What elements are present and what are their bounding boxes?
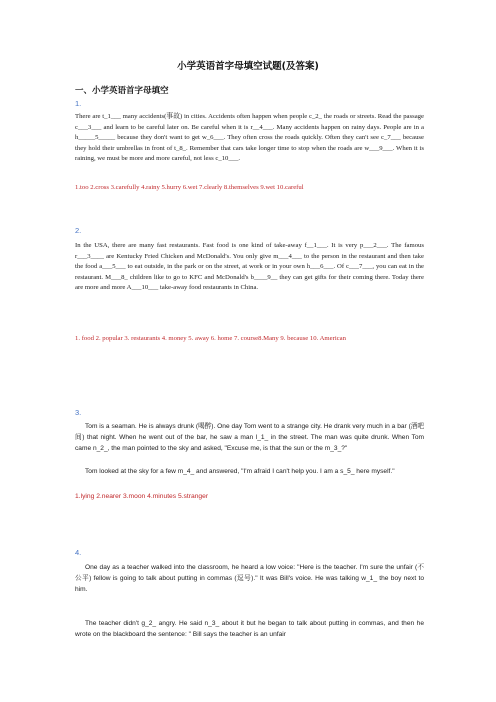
- answer-key: 1.lying 2.nearer 3.moon 4.minutes 5.stranger: [75, 493, 209, 500]
- answer-key: 1. food 2. popular 3. restaurants 4. money 5. away 6. home 7. course8.Many 9. because 10. American: [75, 335, 346, 342]
- question-passage: The teacher didn't g_2_ angry. He said n_3_ about it but he began to talk about putting in commas, and then he wrote on the blackboard the sentence: " Bill says the teacher is an unfair: [75, 620, 424, 639]
- question-number: 1.: [75, 99, 82, 108]
- question-passage: Tom looked at the sky for a few m_4_ and answered, "I'm afraid I can't help you. I am a s_5_ here myself.": [85, 468, 395, 475]
- question-number: 2.: [75, 226, 82, 235]
- answer-key: 1.too 2.cross 3.carefully 4.rainy 5.hurry 6.wet 7.clearly 8.themselves 9.wet 10.careful: [75, 184, 304, 191]
- question-number: 4.: [75, 548, 82, 557]
- question-passage: There are t_1___ many accidents(事故) in cities. Accidents often happen when people c_2_ the roads or streets. Read the passage c___3___ and learn to be careful later on. Be careful when it is r__4___. Many accidents happen on rainy days. People are in a h_____5_____ because they don't want to get w_6___. They often cross the roads quickly. Often they can't see c_7___ because they hold their umbrellas in front of t_8_. Remember that cars take longer time to stop when the roads are w___9___. When it is raining, we must be more and more careful, not less c_10___.: [75, 113, 424, 163]
- question-passage: Tom is a seaman. He is always drunk (喝醉). One day Tom went to a strange city. He drank very much in a bar (酒吧间) that night. When he went out of the bar, he saw a man l_1_ in the street. The man was quite drunk. When Tom came n_2_, the man pointed to the sky and asked, "Excuse me, is that the sun or the m_3_?": [75, 423, 424, 453]
- question-passage: One day as a teacher walked into the classroom, he heard a low voice: "Here is the teacher. I'm sure the unfair (不公平) fellow is going to talk about putting in commas (逗号)." It was Bill's voice. He was talking w_1_ the boy next to him.: [75, 564, 424, 594]
- question-passage: In the USA, there are many fast restaurants. Fast food is one kind of take-away f__1___. It is very p___2___. The famous r___3____ are Kentucky Fried Chicken and McDonald's. You only give m___4___ to the person in the restaurant and then take the food a___5___ to eat outside, in the park or on the street, at work or in your own h___6___. Of c___7___, you can eat in the restaurant. M___8_ children like to go to KFC and McDonald's b____9__ they can get gifts for their coming there. Today there are more and more A___10___ take-away food restaurants in China.: [75, 242, 424, 292]
- section-heading: 一、小学英语首字母填空: [75, 86, 169, 96]
- document-title: 小学英语首字母填空试题(及答案): [177, 61, 319, 72]
- question-number: 3.: [75, 408, 82, 417]
